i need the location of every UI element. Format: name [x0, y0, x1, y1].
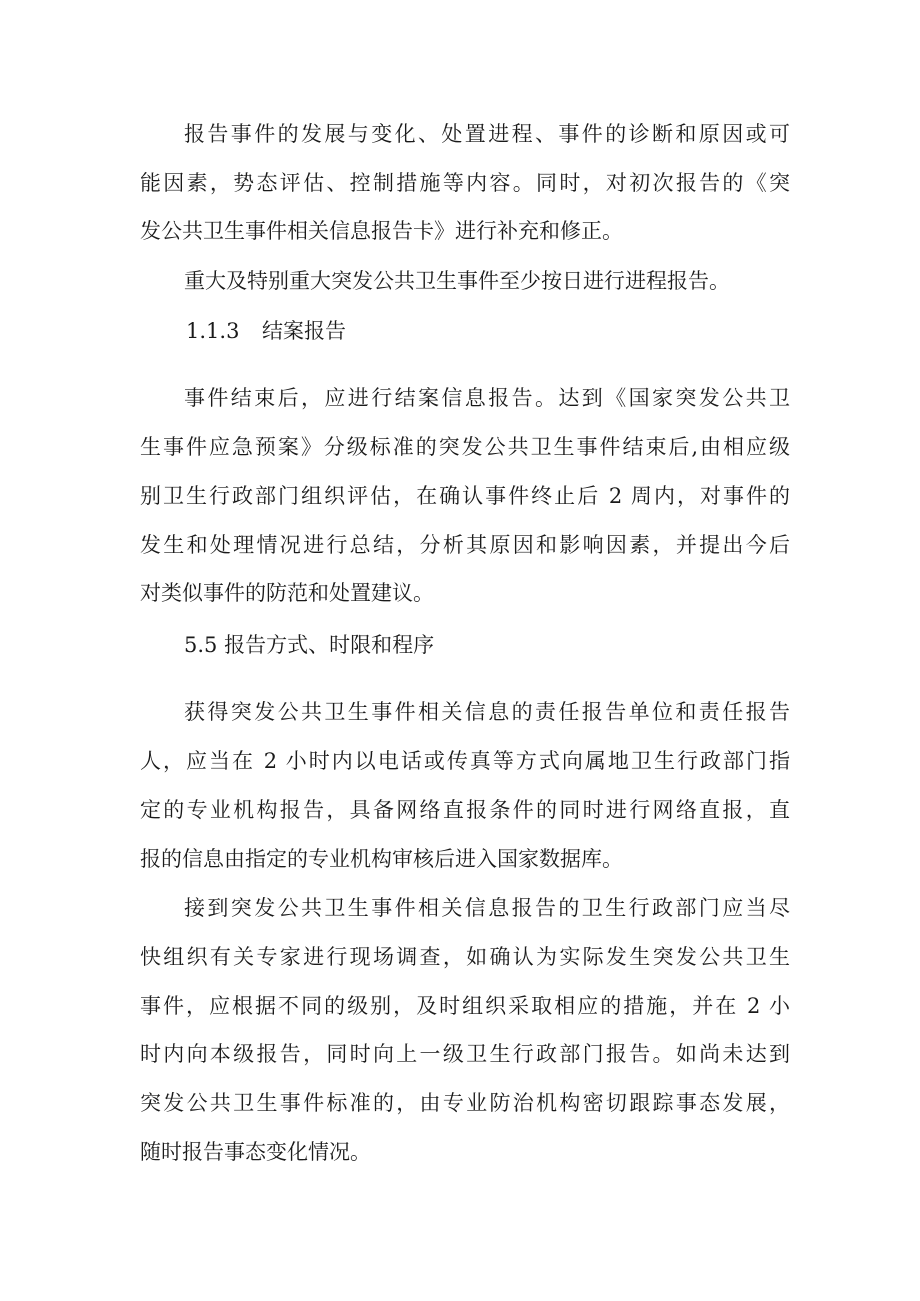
paragraph-4-line-4: 发生和处理情况进行总结，分析其原因和影响因素，并提出今后	[140, 533, 790, 557]
paragraph-6-line-4: 报的信息由指定的专业机构审核后进入国家数据库。	[140, 847, 623, 871]
paragraph-4-line-3: 别卫生行政部门组织评估，在确认事件终止后 2 周内，对事件的	[140, 484, 790, 508]
paragraph-7-line-6: 随时报告事态变化情况。	[140, 1140, 371, 1164]
paragraph-6-line-2: 人，应当在 2 小时内以电话或传真等方式向属地卫生行政部门指	[140, 749, 790, 773]
paragraph-1-line-2: 能因素，势态评估、控制措施等内容。同时，对初次报告的《突	[140, 171, 790, 195]
paragraph-6-line-3: 定的专业机构报告，具备网络直报条件的同时进行网络直报，直	[140, 798, 790, 822]
heading-1-1-3-number: 1.1.3	[186, 319, 240, 343]
paragraph-4-line-1: 事件结束后，应进行结案信息报告。达到《国家突发公共卫	[184, 386, 790, 410]
paragraph-6-line-1: 获得突发公共卫生事件相关信息的责任报告单位和责任报告	[184, 700, 790, 724]
heading-1-1-3-title: 结案报告	[262, 319, 346, 343]
paragraph-7-line-5: 突发公共卫生事件标准的，由专业防治机构密切跟踪事态发展，	[140, 1091, 790, 1115]
paragraph-4-line-5: 对类似事件的防范和处置建议。	[140, 581, 434, 605]
paragraph-4-line-2: 生事件应急预案》分级标准的突发公共卫生事件结束后,由相应级	[140, 435, 790, 459]
paragraph-7-line-3: 事件，应根据不同的级别，及时组织采取相应的措施，并在 2 小	[140, 994, 790, 1018]
paragraph-2-line-1: 重大及特别重大突发公共卫生事件至少按日进行进程报告。	[184, 269, 730, 293]
paragraph-7-line-2: 快组织有关专家进行现场调查，如确认为实际发生突发公共卫生	[140, 945, 790, 969]
paragraph-7-line-1: 接到突发公共卫生事件相关信息报告的卫生行政部门应当尽	[184, 896, 790, 920]
paragraph-1-line-3: 发公共卫生事件相关信息报告卡》进行补充和修正。	[140, 219, 623, 243]
paragraph-7-line-4: 时内向本级报告，同时向上一级卫生行政部门报告。如尚未达到	[140, 1042, 790, 1066]
paragraph-1-line-1: 报告事件的发展与变化、处置进程、事件的诊断和原因或可	[184, 122, 790, 146]
heading-5-5: 5.5 报告方式、时限和程序	[184, 633, 435, 657]
